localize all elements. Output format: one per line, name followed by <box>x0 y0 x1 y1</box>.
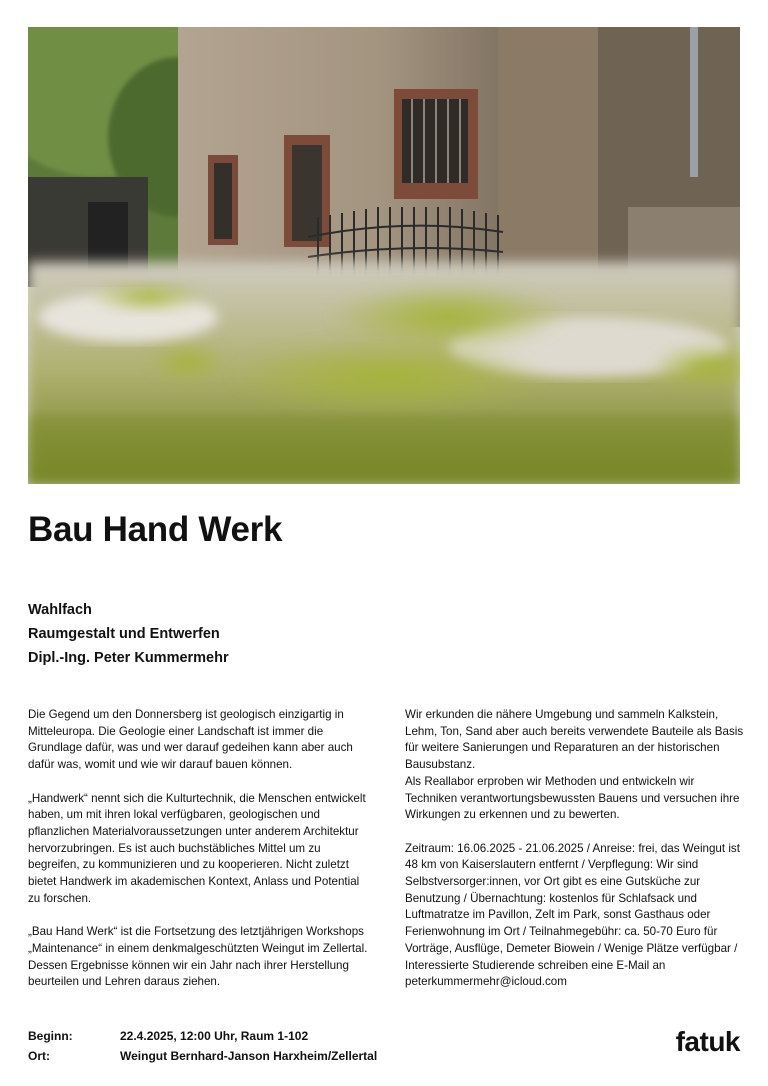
paragraph: „Handwerk“ nennt sich die Kulturtechnik, die Menschen entwickelt haben, um mit ihren lokal verfügbaren, geologischen und pflanzlichen Materialvoraussetzungen unter anderem Architektur hervorzubringen. Es ist auch buchstäbliches Mittel um zu begreifen, zu kommunizieren und zu kooperieren. Nicht zuletzt bietet Handwerk im akademischen Kontext, Anlass und Potential zu forschen. <box>28 791 366 905</box>
page-title: Bau Hand Werk <box>28 510 283 549</box>
logistics-paragraph: Zeitraum: 16.06.2025 - 21.06.2025 / Anreise: frei, das Weingut ist 48 km von Kaiserslautern entfernt / Verpflegung: Wir sind Selbstversorger:innen, vor Ort gibt es eine Gutsküche zur Benutzung / Übernachtung: kostenlos für Schlafsack und Luftmatratze im Pavillon, Zelt im Park, sonst Gasthaus oder Ferienwohnung im Ort / Teilnahmegebühr: ca. 50-70 Euro für Vorträge, Ausflüge, Demeter Biowein / Wenige Plätze verfügbar / Interessierte Studierende schreiben eine E-Mail an peterkummermehr@icloud.com <box>405 841 740 989</box>
course-info <box>28 598 229 670</box>
start-value: 22.4.2025, 12:00 Uhr, Raum 1-102 <box>120 1029 309 1043</box>
place-label: Ort: <box>28 1049 50 1063</box>
paragraph: „Bau Hand Werk“ ist die Fortsetzung des letztjährigen Workshops „Maintenance“ in einem denkmalgeschützten Weingut im Zellertal. Dessen Ergebnisse können wir ein Jahr nach ihrer Herstellung beurteilen und Lehren daraus ziehen. <box>28 925 368 989</box>
course-department: Raumgestalt und Entwerfen <box>28 626 220 642</box>
paragraph: Wir erkunden die nähere Umgebung und sammeln Kalkstein, Lehm, Ton, Sand aber auch bereits verwendete Bauteile als Basis für weitere Sanierungen und Reparaturen an der historischen Bausubstanz. <box>405 708 744 772</box>
stone-building-moss-photo <box>28 27 740 484</box>
description-left-column <box>28 707 368 1008</box>
paragraph: Die Gegend um den Donnersberg ist geologisch einzigartig in Mitteleuropa. Die Geologie einer Landschaft ist immer die Grundlage dafür, was und wer darauf gedeihen kann aber auch dafür was, womit und wie wir darauf bauen können. <box>28 708 353 772</box>
fatuk-logo: fatuk <box>675 1026 740 1057</box>
event-details <box>28 1026 377 1066</box>
description-right-column <box>405 707 745 1008</box>
paragraph: Als Reallabor erproben wir Methoden und entwickeln wir Techniken verantwortungsbewussten Bauens und versuchen ihre Wirkungen zu erkennen und zu bewerten. <box>405 774 740 822</box>
course-type: Wahlfach <box>28 602 92 618</box>
place-value: Weingut Bernhard-Janson Harxheim/Zellertal <box>120 1049 378 1063</box>
start-label: Beginn: <box>28 1029 73 1043</box>
header-photo <box>28 27 740 484</box>
course-instructor: Dipl.-Ing. Peter Kummermehr <box>28 650 229 666</box>
